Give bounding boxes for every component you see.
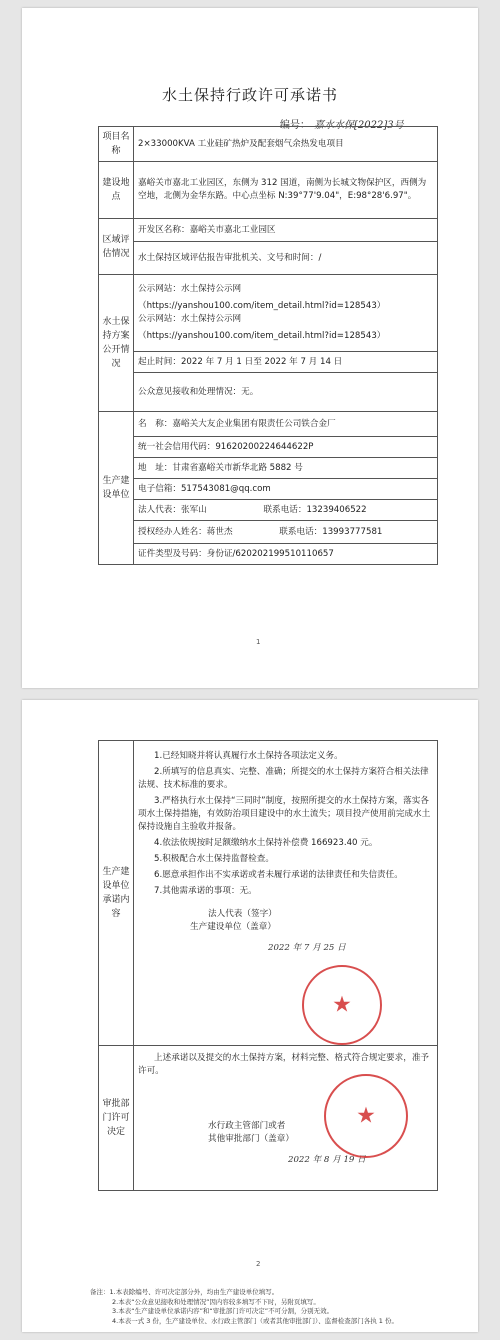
- commitment-table: [98, 740, 438, 1191]
- table-row: [99, 479, 438, 500]
- publicity-info: [134, 275, 438, 352]
- document-title: 水土保持行政许可承诺书: [161, 86, 338, 104]
- commitment-item-6: 6.愿意承担作出不实承诺或者未履行承诺的法律责任和失信责任。: [154, 870, 403, 880]
- legal-rep-row: [134, 500, 438, 521]
- table-row: [99, 544, 438, 565]
- commitment-item-3: 3.严格执行水土保持“三同时”制度，按照所提交的水土保持方案，落实各项水土保持措施，有效防治项目建设中的水土流失；项目投产使用前完成水土保持设施自主验收并报备。: [138, 796, 431, 832]
- commitment-item-7: 7.其他需承诺的事项：无。: [154, 886, 257, 896]
- table-row: [99, 275, 438, 352]
- unit-email: 电子信箱：517543081@qq.com: [134, 479, 438, 500]
- table-row: [99, 373, 438, 412]
- agent-name: 授权经办人姓名：蒋世杰: [138, 526, 233, 537]
- authority-line-2: 其他审批部门（盖章）: [208, 1134, 294, 1144]
- legal-phone: 联系电话：13239406522: [263, 504, 367, 515]
- table-row: [99, 412, 438, 437]
- unit-seal-label: 生产建设单位（盖章）: [190, 922, 276, 932]
- note-3: 3.本表“生产建设单位承诺内容”和“审批部门许可决定”不可分割，分别无效。: [112, 1307, 334, 1315]
- table-row: [99, 162, 438, 219]
- publicity-url-1: （https://yanshou100.com/item_detail.html?id=128543）: [138, 301, 386, 311]
- authority-line-1: 水行政主管部门或者: [208, 1121, 286, 1131]
- note-1: 备注：1.本表除编号、许可决定部分外，均由生产建设单位填写。: [90, 1288, 279, 1296]
- publicity-site-2: 公示网站：水土保持公示网: [138, 314, 242, 324]
- location-label: 建设地点: [99, 162, 134, 219]
- permit-form-table: [98, 126, 438, 565]
- commitment-content: [134, 741, 438, 1046]
- credit-code: 统一社会信用代码：91620200224644622P: [134, 437, 438, 458]
- commitment-item-5: 5.积极配合水土保持监督检查。: [154, 854, 274, 864]
- publicity-site-1: 公示网站：水土保持公示网: [138, 284, 242, 294]
- document-page-2: [22, 700, 478, 1332]
- publicity-period: 起止时间：2022 年 7 月 1 日至 2022 年 7 月 14 日: [134, 352, 438, 373]
- serial-label: 编号：: [280, 120, 310, 131]
- commitment-item-1: 1.已经知晓并将认真履行水土保持各项法定义务。: [154, 751, 343, 761]
- table-row: [99, 500, 438, 521]
- agent-row: [134, 521, 438, 544]
- note-4: 4.本表一式 3 份，生产建设单位、水行政主管部门（或者其他审批部门）、监督检查部门各执 1 份。: [112, 1316, 398, 1325]
- publicity-label: 水土保持方案公开情况: [99, 275, 134, 412]
- table-row: [99, 352, 438, 373]
- agent-phone: 联系电话：13993777581: [279, 526, 383, 537]
- regional-report: 水土保持区域评估报告审批机关、文号和时间：/: [134, 242, 438, 275]
- project-name: 2×33000KVA 工业硅矿热炉及配套烟气余热发电项目: [134, 127, 438, 162]
- table-row: [99, 741, 438, 1046]
- document-page-1: [22, 8, 478, 688]
- serial-value: 嘉水水保[2022]3号: [314, 120, 404, 131]
- public-opinion: 公众意见接收和处理情况：无。: [134, 373, 438, 412]
- approval-date: 2022 年 8 月 19 日: [288, 1155, 366, 1165]
- table-row: [99, 437, 438, 458]
- unit-address: 地 址：甘肃省嘉峪关市新华北路 5882 号: [134, 458, 438, 479]
- seal-star-icon: ★: [332, 992, 352, 1018]
- commitment-label: 生产建设单位承诺内容: [99, 741, 134, 1046]
- unit-name: 名 称：嘉峪关大友企业集团有限责任公司铁合金厂: [134, 412, 438, 437]
- commitment-item-4: 4.依法依规按时足额缴纳水土保持补偿费 166923.40 元。: [154, 838, 378, 848]
- commitment-item-2: 2.所填写的信息真实、完整、准确；所提交的水土保持方案符合相关法律法规、技术标准的要求。: [138, 767, 429, 790]
- authority-seal: [324, 1074, 408, 1158]
- project-name-label: 项目名称: [99, 127, 134, 162]
- regional-assessment-label: 区域评估情况: [99, 219, 134, 275]
- approval-content: [134, 1046, 438, 1191]
- commit-date: 2022 年 7 月 25 日: [268, 943, 346, 953]
- approval-text: 上述承诺以及提交的水土保持方案，材料完整、格式符合规定要求，准予许可。: [138, 1053, 430, 1076]
- table-row: [99, 521, 438, 544]
- company-seal: [302, 965, 382, 1045]
- seal-star-icon: ★: [356, 1103, 376, 1129]
- dev-zone-name: 开发区名称：嘉峪关市嘉北工业园区: [134, 219, 438, 242]
- table-row: [99, 219, 438, 242]
- legal-rep: 法人代表：张军山: [138, 504, 207, 515]
- table-row: [99, 242, 438, 275]
- publicity-url-2: （https://yanshou100.com/item_detail.html?id=128543）: [138, 331, 386, 341]
- page-number: 2: [256, 1260, 261, 1268]
- table-row: [99, 127, 438, 162]
- table-row: [99, 1046, 438, 1191]
- page-number: 1: [256, 638, 261, 646]
- legal-sign-label: 法人代表（签字）: [208, 909, 277, 919]
- table-row: [99, 458, 438, 479]
- note-2: 2.本表“公众意见接收和处理情况”因内容较多填写不下时，另附页填写。: [112, 1297, 320, 1306]
- notes: [90, 1288, 450, 1326]
- construction-unit-label: 生产建设单位: [99, 412, 134, 565]
- id-document: 证件类型及号码：身份证/620202199510110657: [134, 544, 438, 565]
- location-value: 嘉峪关市嘉北工业园区，东侧为 312 国道，南侧为长城文物保护区，西侧为空地，北侧为金华东路。中心点坐标 N:39°77'9.04"，E:98°28'6.97"。: [134, 162, 438, 219]
- approval-label: 审批部门许可决定: [99, 1046, 134, 1191]
